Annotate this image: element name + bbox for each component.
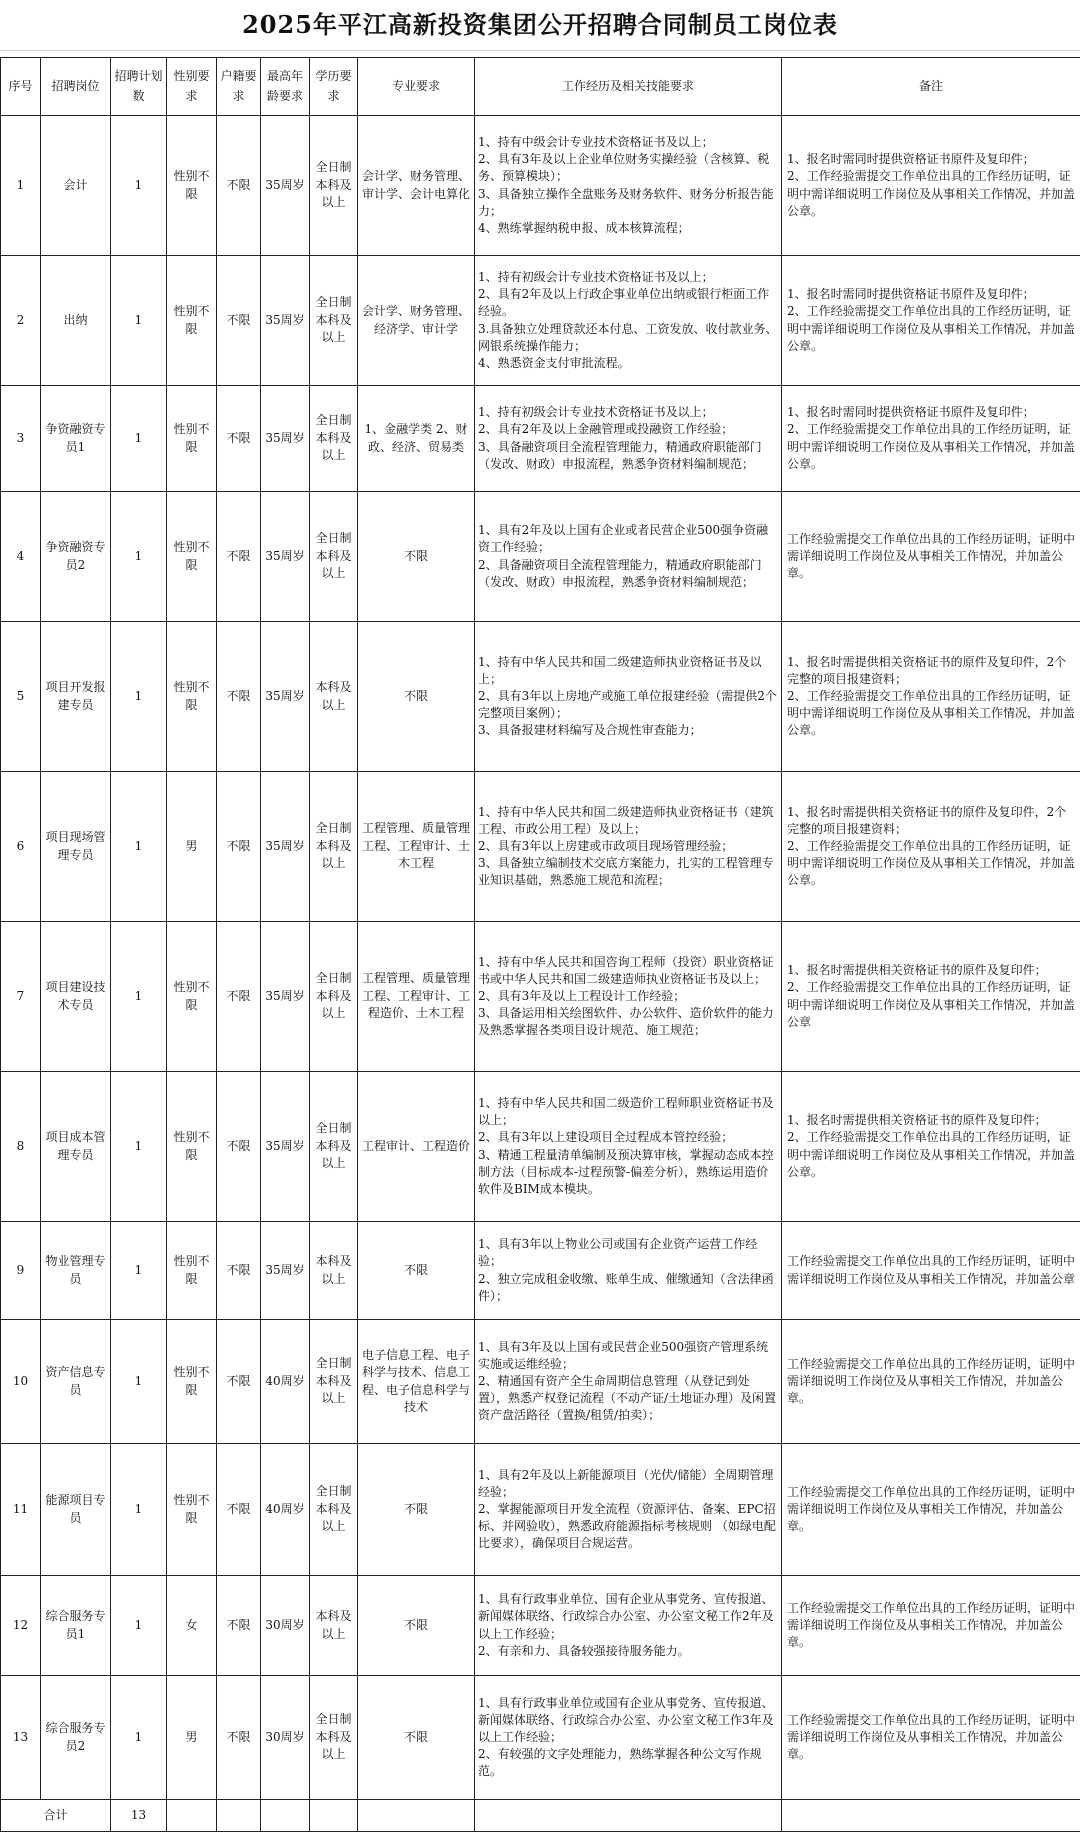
row-experience [475,1444,782,1576]
row-gender: 性别不限 [167,1222,217,1320]
row-position: 争资融资专员2 [41,492,111,622]
row-major: 工程管理、质量管理工程、工程审计、工程造价、土木工程 [358,922,475,1072]
experience-line: 3、具备融资项目全流程管理能力，精通政府职能部门（发改、财政）申报流程，熟悉争资材料编制规范； [478,439,762,471]
row-gender: 男 [167,772,217,922]
row-seq: 4 [1,492,41,622]
row-huji: 不限 [217,1222,261,1320]
total-label: 合计 [1,1800,111,1832]
row-experience [475,256,782,386]
header-age: 最高年龄要求 [261,58,310,116]
remark-line: 工作经验需提交工作单位出具的工作经历证明，证明中需详细说明工作岗位及从事相关工作情况，并加盖公章。 [787,1356,1076,1406]
experience-line: 3、具备运用相关绘图软件、办公软件、造价软件的能力及熟悉掌握各类项目设计规范、施工规范； [478,1006,774,1038]
row-age: 30周岁 [261,1576,310,1676]
experience-line: 1、持有初级会计专业技术资格证书及以上； [478,405,714,420]
header-edu: 学历要求 [310,58,358,116]
header-plan: 招聘计划数 [111,58,167,116]
header-major: 专业要求 [358,58,475,116]
row-gender: 性别不限 [167,922,217,1072]
experience-line: 2、独立完成租金收缴、账单生成、催缴通知（含法律函件）； [478,1271,774,1303]
row-plan: 1 [111,386,167,492]
row-major: 不限 [358,1222,475,1320]
row-position: 综合服务专员2 [41,1676,111,1800]
experience-line: 1、持有中华人民共和国二级建造师执业资格证书（建筑工程、市政公用工程）及以上； [478,804,774,836]
row-experience [475,1320,782,1444]
row-remark [782,1072,1080,1222]
remark-line: 1、报名时需同时提供资格证书原件及复印件； [787,287,1035,302]
row-remark [782,922,1080,1072]
row-position: 会计 [41,116,111,256]
row-gender: 女 [167,1576,217,1676]
experience-line: 1、具有2年及以上国有企业或者民营企业500强争资融资工作经验； [478,523,769,555]
row-edu: 本科及以上 [310,622,358,772]
remark-line: 1、报名时需提供相关资格证书的原件及复印件； [787,963,1047,978]
row-remark [782,386,1080,492]
row-gender: 性别不限 [167,116,217,256]
experience-line: 1、持有中华人民共和国咨询工程师（投资）职业资格证书或中华人民共和国二级建造师执业资格证书及以上； [478,954,774,986]
row-experience [475,1676,782,1800]
row-major: 不限 [358,1576,475,1676]
experience-line: 2、具有3年以上建设项目全过程成本管控经验； [478,1130,734,1145]
remark-line: 工作经验需提交工作单位出具的工作经历证明，证明中需详细说明工作岗位及从事相关工作情况，并加盖公章。 [787,1600,1076,1650]
row-plan: 1 [111,1072,167,1222]
row-remark [782,1222,1080,1320]
remark-line: 2、工作经验需提交工作单位出具的工作经历证明，证明中需详细说明工作岗位及从事相关工作情况，并加盖公章。 [787,422,1076,471]
row-edu: 全日制本科及以上 [310,1072,358,1222]
remark-line: 2、工作经验需提交工作单位出具的工作经历证明，证明中需详细说明工作岗位及从事相关工作情况，并加盖公章。 [787,1130,1076,1179]
experience-line: 3、具备报建材料编写及合规性审查能力； [478,723,702,738]
row-position: 项目开发报建专员 [41,622,111,772]
table-header-row [1,58,1080,116]
table-row [1,1072,1080,1222]
row-remark [782,116,1080,256]
row-plan: 1 [111,492,167,622]
header-huji: 户籍要求 [217,58,261,116]
page-title: 2025年平江高新投资集团公开招聘合同制员工岗位表 [0,0,1080,51]
row-huji: 不限 [217,1676,261,1800]
experience-line: 3、具备独立操作全盘账务及财务软件、财务分析报告能力； [478,186,774,218]
row-edu: 本科及以上 [310,1576,358,1676]
row-plan: 1 [111,1444,167,1576]
row-gender: 性别不限 [167,1444,217,1576]
row-remark [782,1444,1080,1576]
header-position: 招聘岗位 [41,58,111,116]
row-major: 会计学、财务管理、经济学、审计学 [358,256,475,386]
experience-line: 1、具有行政事业单位、国有企业从事党务、宣传报道、新闻媒体联络、行政综合办公室、办公室文秘工作2年及以上工作经验； [478,1592,774,1641]
row-huji: 不限 [217,922,261,1072]
experience-line: 2、掌握能源项目开发全流程（资源评估、备案、EPC招标、并网验收），熟悉政府能源指标考核规则 （如绿电配比要求），确保项目合规运营。 [478,1501,776,1551]
remark-line: 2、工作经验需提交工作单位出具的工作经历证明，证明中需详细说明工作岗位及从事相关工作情况，并加盖公章。 [787,838,1076,888]
row-huji: 不限 [217,116,261,256]
row-seq: 3 [1,386,41,492]
row-edu: 全日制本科及以上 [310,256,358,386]
experience-line: 1、具有2年及以上新能源项目（光伏/储能）全周期管理经验； [478,1467,774,1499]
row-age: 35周岁 [261,116,310,256]
experience-line: 1、持有中级会计专业技术资格证书及以上； [478,135,714,150]
row-remark [782,256,1080,386]
table-row [1,622,1080,772]
remark-line: 1、报名时需提供相关资格证书的原件及复印件，2个完整的项目报建资料； [787,654,1067,686]
row-plan: 1 [111,116,167,256]
row-major: 工程审计、工程造价 [358,1072,475,1222]
experience-line: 2、精通国有资产全生命周期信息管理（从登记到处置），熟悉产权登记流程（不动产证/土地证办理）及闲置资产盘活路径（置换/租赁/拍卖）； [478,1373,777,1423]
row-age: 40周岁 [261,1444,310,1576]
row-remark [782,492,1080,622]
experience-line: 1、具有3年以上物业公司或国有企业资产运营工作经验； [478,1237,758,1269]
remark-line: 1、报名时需提供相关资格证书的原件及复印件，2个完整的项目报建资料； [787,804,1067,836]
row-gender: 性别不限 [167,386,217,492]
remark-line: 工作经验需提交工作单位出具的工作经历证明，证明中需详细说明工作岗位及从事相关工作情况，并加盖公章 [787,1254,1076,1286]
row-experience [475,922,782,1072]
row-age: 35周岁 [261,386,310,492]
row-huji: 不限 [217,1072,261,1222]
row-seq: 12 [1,1576,41,1676]
row-experience [475,1576,782,1676]
row-seq: 5 [1,622,41,772]
row-edu: 全日制本科及以上 [310,386,358,492]
row-experience [475,116,782,256]
row-major: 不限 [358,622,475,772]
experience-line: 3、精通工程量清单编制及预决算审核，掌握动态成本控制方法（目标成本-过程预警-偏差分析），熟练运用造价软件及BIM成本模块。 [478,1147,774,1196]
experience-line: 1、持有中华人民共和国二级建造师执业资格证书及以上； [478,654,762,686]
row-plan: 1 [111,256,167,386]
experience-line: 1、具有行政事业单位或国有企业从事党务、宣传报道、新闻媒体联络、行政综合办公室、办公室文秘工作3年及以上工作经验； [478,1695,774,1744]
row-age: 30周岁 [261,1676,310,1800]
row-age: 35周岁 [261,256,310,386]
row-remark [782,1320,1080,1444]
row-gender: 性别不限 [167,1072,217,1222]
row-huji: 不限 [217,492,261,622]
table-row [1,772,1080,922]
row-seq: 6 [1,772,41,922]
row-major: 会计学、财务管理、审计学、会计电算化 [358,116,475,256]
remark-line: 2、工作经验需提交工作单位出具的工作经历证明，证明中需详细说明工作岗位及从事相关工作情况，并加盖公章 [787,980,1076,1029]
table-row [1,386,1080,492]
row-edu: 全日制本科及以上 [310,922,358,1072]
experience-line: 3.具备独立处理贷款还本付息、工资发放、收付款业务、网银系统操作能力； [478,321,778,353]
row-experience [475,622,782,772]
experience-line: 2、具有3年以上房地产或施工单位报建经验（需提供2个完整项目案例）； [478,688,777,721]
experience-line: 1、持有初级会计专业技术资格证书及以上； [478,270,714,285]
table-row [1,256,1080,386]
row-edu: 全日制本科及以上 [310,1676,358,1800]
row-plan: 1 [111,1576,167,1676]
row-seq: 13 [1,1676,41,1800]
row-age: 35周岁 [261,622,310,772]
row-huji: 不限 [217,1576,261,1676]
row-age: 35周岁 [261,1072,310,1222]
row-position: 项目成本管理专员 [41,1072,111,1222]
remark-line: 1、报名时需提供相关资格证书的原件及复印件； [787,1113,1047,1128]
table-row [1,1676,1080,1800]
row-age: 35周岁 [261,492,310,622]
row-seq: 2 [1,256,41,386]
experience-line: 3、具备独立编制技术交底方案能力，扎实的工程管理专业知识基础，熟悉施工规范和流程； [478,856,774,888]
row-huji: 不限 [217,1444,261,1576]
row-edu: 全日制本科及以上 [310,492,358,622]
row-plan: 1 [111,772,167,922]
row-huji: 不限 [217,622,261,772]
row-position: 能源项目专员 [41,1444,111,1576]
row-gender: 性别不限 [167,492,217,622]
row-gender: 性别不限 [167,1320,217,1444]
row-plan: 1 [111,622,167,772]
job-table [0,57,1080,1832]
row-remark [782,1576,1080,1676]
row-age: 35周岁 [261,1222,310,1320]
table-row [1,1320,1080,1444]
header-gender: 性别要求 [167,58,217,116]
row-remark [782,772,1080,922]
row-plan: 1 [111,1676,167,1800]
row-edu: 全日制本科及以上 [310,772,358,922]
row-plan: 1 [111,922,167,1072]
row-experience [475,492,782,622]
row-edu: 全日制本科及以上 [310,1320,358,1444]
row-major: 1、金融学类 2、财政、经济、贸易类 [358,386,475,492]
row-age: 35周岁 [261,922,310,1072]
table-row [1,922,1080,1072]
remark-line: 工作经验需提交工作单位出具的工作经历证明，证明中需详细说明工作岗位及从事相关工作情况，并加盖公章。 [787,531,1076,581]
row-huji: 不限 [217,386,261,492]
row-major: 不限 [358,1676,475,1800]
table-row [1,1444,1080,1576]
table-row [1,116,1080,256]
experience-line: 2、具有2年及以上行政企事业单位出纳或银行柜面工作经验。 [478,287,770,319]
row-edu: 全日制本科及以上 [310,116,358,256]
row-position: 争资融资专员1 [41,386,111,492]
row-age: 35周岁 [261,772,310,922]
row-plan: 1 [111,1320,167,1444]
row-seq: 1 [1,116,41,256]
total-row [1,1800,1080,1832]
remark-line: 1、报名时需同时提供资格证书原件及复印件； [787,152,1035,167]
experience-line: 2、具有3年以上房建或市政项目现场管理经验； [478,838,734,853]
row-seq: 7 [1,922,41,1072]
experience-line: 2、具有3年及以上工程设计工作经验； [478,988,686,1003]
row-experience [475,1222,782,1320]
experience-line: 2、有较强的文字处理能力，熟练掌握各种公文写作规范。 [478,1747,762,1779]
remark-line: 2、工作经验需提交工作单位出具的工作经历证明，证明中需详细说明工作岗位及从事相关工作情况，并加盖公章。 [787,688,1076,738]
row-age: 40周岁 [261,1320,310,1444]
experience-line: 2、具有3年及以上企业单位财务实操经验（含核算、税务、预算模块）； [478,152,770,184]
row-major: 工程管理、质量管理工程、工程审计、土木工程 [358,772,475,922]
row-experience [475,772,782,922]
row-remark [782,622,1080,772]
row-seq: 8 [1,1072,41,1222]
table-row [1,492,1080,622]
experience-line: 1、持有中华人民共和国二级造价工程师职业资格证书及以上； [478,1096,774,1128]
table-row [1,1576,1080,1676]
row-huji: 不限 [217,256,261,386]
row-position: 资产信息专员 [41,1320,111,1444]
experience-line: 2、具有2年及以上金融管理或投融资工作经验； [478,422,734,437]
row-edu: 全日制本科及以上 [310,1444,358,1576]
row-gender: 男 [167,1676,217,1800]
row-seq: 9 [1,1222,41,1320]
row-position: 综合服务专员1 [41,1576,111,1676]
row-seq: 10 [1,1320,41,1444]
header-seq: 序号 [1,58,41,116]
experience-line: 2、有亲和力、具备较强接待服务能力。 [478,1643,690,1658]
row-position: 项目现场管理专员 [41,772,111,922]
remark-line: 2、工作经验需提交工作单位出具的工作经历证明，证明中需详细说明工作岗位及从事相关工作情况，并加盖公章。 [787,169,1076,218]
row-gender: 性别不限 [167,256,217,386]
table-row [1,1222,1080,1320]
experience-line: 4、熟练掌握纳税申报、成本核算流程； [478,220,690,235]
row-major: 不限 [358,492,475,622]
row-experience [475,1072,782,1222]
remark-line: 工作经验需提交工作单位出具的工作经历证明，证明中需详细说明工作岗位及从事相关工作情况，并加盖公章。 [787,1484,1076,1534]
row-edu: 本科及以上 [310,1222,358,1320]
remark-line: 工作经验需提交工作单位出具的工作经历证明，证明中需详细说明工作岗位及从事相关工作情况，并加盖公章。 [787,1712,1076,1762]
remark-line: 2、工作经验需提交工作单位出具的工作经历证明，证明中需详细说明工作岗位及从事相关工作情况，并加盖公章。 [787,304,1076,353]
row-seq: 11 [1,1444,41,1576]
header-exp: 工作经历及相关技能要求 [475,58,782,116]
row-position: 项目建设技术专员 [41,922,111,1072]
remark-line: 1、报名时需同时提供资格证书原件及复印件； [787,405,1035,420]
header-remark: 备注 [782,58,1080,116]
row-major: 不限 [358,1444,475,1576]
experience-line: 1、具有3年及以上国有或民营企业500强资产管理系统实施或运维经验； [478,1339,769,1371]
total-value: 13 [111,1800,167,1832]
row-huji: 不限 [217,772,261,922]
experience-line: 4、熟悉资金支付审批流程。 [478,355,630,370]
row-position: 出纳 [41,256,111,386]
row-experience [475,386,782,492]
row-plan: 1 [111,1222,167,1320]
row-major: 电子信息工程、电子科学与技术、信息工程、电子信息科学与技术 [358,1320,475,1444]
row-remark [782,1676,1080,1800]
row-gender: 性别不限 [167,622,217,772]
row-huji: 不限 [217,1320,261,1444]
experience-line: 2、具备融资项目全流程管理能力，精通政府职能部门（发改、财政）申报流程，熟悉争资材料编制规范； [478,557,762,589]
row-position: 物业管理专员 [41,1222,111,1320]
